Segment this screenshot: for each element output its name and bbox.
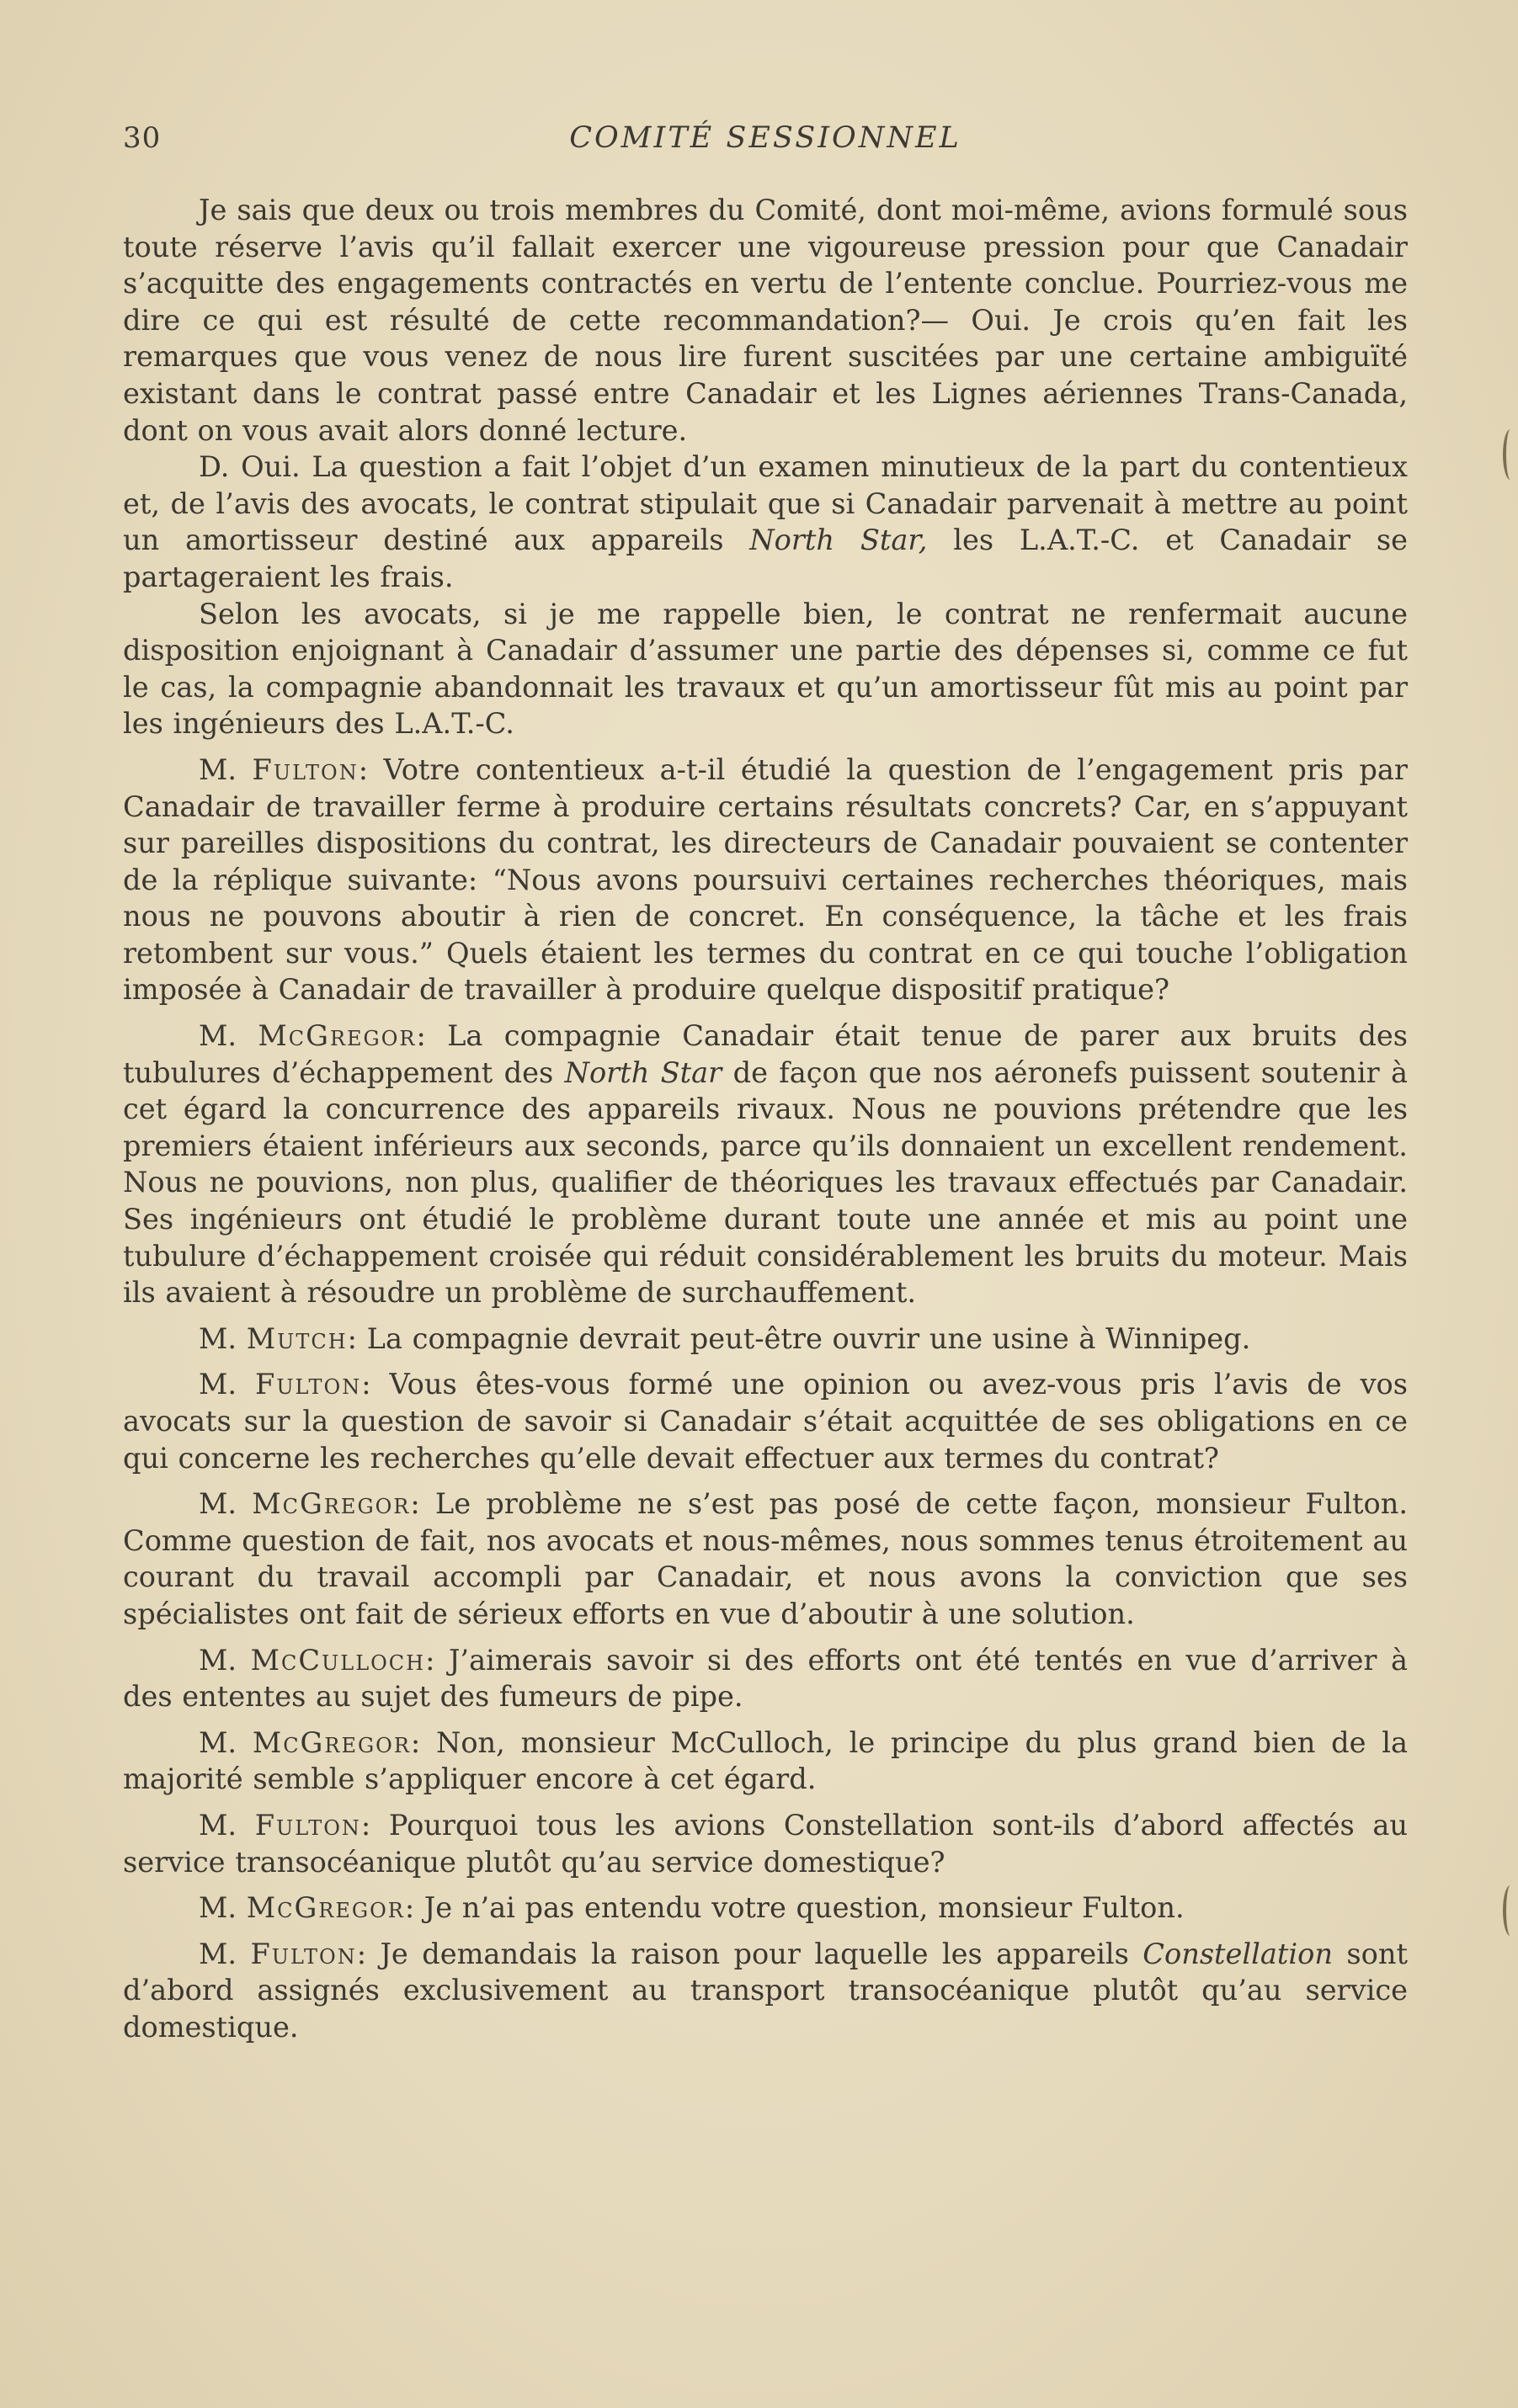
speaker-name: McGregor	[252, 1487, 411, 1521]
speaker-name: McCulloch	[250, 1643, 426, 1677]
page-edge-mark	[1503, 429, 1518, 480]
paragraph	[123, 1018, 1408, 1311]
speaker-name: Mutch	[246, 1321, 348, 1355]
running-head: COMITÉ SESSIONNEL	[569, 121, 961, 155]
paragraph	[123, 192, 1408, 449]
paragraph	[123, 596, 1408, 742]
speaker-name: Fulton	[254, 1808, 361, 1842]
speaker-name: McGregor	[258, 1019, 417, 1053]
paragraph	[123, 1486, 1408, 1632]
paragraph-text: Je sais que deux ou trois membres du Comité, dont moi-même, avions formulé sous toute réserve l’avis qu’il fallait exercer une vigoureuse pression pour que Canadair s’acquitte des engagements contractés en vertu de l’entente conclue. Pourriez-vous me dire ce qui est résulté de cette recommandation?— Oui. Je crois qu’en fait les remarques que vous venez de nous lire furent suscitées par une certaine ambiguïté existant dans le contrat passé entre Canadair et les Lignes aériennes Trans-Canada, dont on vous avait alors donné lecture.	[123, 194, 1408, 447]
paragraph-text: : Vous êtes-vous formé une opinion ou avez-vous pris l’avis de vos avocats sur la question de savoir si Canadair s’était acquittée de ses obligations en ce qui concerne les recherches qu’elle devait effectuer aux termes du contrat?	[123, 1368, 1408, 1475]
paragraph	[123, 1725, 1408, 1798]
paragraph-text: : La compagnie devrait peut-être ouvrir une usine à Winnipeg.	[347, 1321, 1251, 1355]
italic-text: North Star	[564, 1055, 722, 1089]
speaker-name: Fulton	[255, 1368, 362, 1401]
paragraph-text: M.	[199, 1368, 256, 1401]
paragraph-text: sont d’abord assignés exclusivement au transport transocéanique plutôt qu’au service domestique.	[123, 1937, 1408, 2044]
speaker-name: Fulton	[250, 1937, 357, 1970]
paragraph-text: M.	[199, 1808, 255, 1842]
paragraph-text: M.	[199, 1487, 253, 1521]
page-number: 30	[123, 121, 162, 155]
italic-text: Constellation	[1142, 1937, 1333, 1970]
paragraph	[123, 449, 1408, 595]
body-text	[123, 192, 1408, 2046]
paragraph-text: : Je demandais la raison pour laquelle les appareils	[356, 1937, 1143, 1970]
paragraph	[123, 1807, 1408, 1880]
paragraph-text: M.	[199, 1643, 251, 1677]
paragraph	[123, 1642, 1408, 1715]
paragraph-text: M.	[199, 1321, 247, 1355]
paragraph-text: de façon que nos aéronefs puissent soutenir à cet égard la concurrence des appareils rivaux. Nous ne pouvions prétendre que les premiers étaient inférieurs aux seconds, parce qu’ils donnaient un excellent rendement. Nous ne pouvions, non plus, qualifier de théoriques les travaux effectués par Canadair. Ses ingénieurs ont étudié le problème durant toute une année et mis au point une tubulure d’échappement croisée qui réduit considérablement les bruits du moteur. Mais ils avaient à résoudre un problème de surchauffement.	[123, 1055, 1408, 1310]
paragraph	[123, 1321, 1408, 1358]
paragraph-text: M.	[199, 1019, 258, 1053]
paragraph-text: D. Oui. La question a fait l’objet d’un examen minutieux de la part du contentieux et, de l’avis des avocats, le contrat stipulait que si Canadair parvenait à mettre au point un amortisseur destiné aux appareils	[123, 450, 1408, 557]
paragraph-text: : Pourquoi tous les avions Constellation sont-ils d’abord affectés au service transocéanique plutôt qu’au service domestique?	[123, 1808, 1408, 1879]
paragraph-text: Selon les avocats, si je me rappelle bien, le contrat ne renfermait aucune disposition enjoignant à Canadair d’assumer une partie des dépenses si, comme ce fut le cas, la compagnie abandonnait les travaux et qu’un amortisseur fût mis au point par les ingénieurs des L.A.T.-C.	[123, 597, 1408, 741]
paragraph-text: : Votre contentieux a-t-il étudié la question de l’engagement pris par Canadair de travailler ferme à produire certains résultats concrets? Car, en s’appuyant sur pareilles dispositions du contrat, les directeurs de Canadair pouvaient se contenter de la réplique suivante: “Nous avons poursuivi certaines recherches théoriques, mais nous ne pouvons aboutir à rien de concret. En conséquence, la tâche et les frais retombent sur vous.” Quels étaient les termes du contrat en ce qui touche l’obligation imposée à Canadair de travailler à produire quelque dispositif pratique?	[123, 752, 1408, 1007]
paragraph	[123, 752, 1408, 1008]
paragraph	[123, 1936, 1408, 2046]
page-header	[123, 116, 1408, 167]
paragraph-text: M.	[199, 1891, 247, 1925]
page-edge-mark	[1503, 1885, 1518, 1936]
speaker-name: McGregor	[252, 1725, 411, 1759]
paragraph	[123, 1890, 1408, 1927]
paragraph-text: : Je n’ai pas entendu votre question, monsieur Fulton.	[404, 1891, 1185, 1925]
paragraph	[123, 1366, 1408, 1476]
italic-text: North Star,	[749, 524, 928, 557]
paragraph-text: les L.A.T.-C. et Canadair se partageraient les frais.	[123, 524, 1408, 593]
paragraph-text: : La compagnie Canadair était tenue de parer aux bruits des tubulures d’échappement des	[123, 1019, 1408, 1089]
paragraph-text: : Le problème ne s’est pas posé de cette façon, monsieur Fulton. Comme question de fait, nos avocats et nous-mêmes, nous sommes tenus étroitement au courant du travail accompli par Canadair, et nous avons la conviction que ses spécialistes ont fait de sérieux efforts en vue d’aboutir à une solution.	[123, 1487, 1408, 1630]
paragraph-text: : J’aimerais savoir si des efforts ont été tentés en vue d’arriver à des ententes au sujet des fumeurs de pipe.	[123, 1643, 1408, 1714]
speaker-name: Fulton	[252, 752, 359, 786]
paragraph-text: M.	[199, 1937, 251, 1970]
paragraph-text: M.	[199, 1725, 253, 1759]
paragraph-text: : Non, monsieur McCulloch, le principe du plus grand bien de la majorité semble s’appliquer encore à cet égard.	[123, 1725, 1408, 1796]
paragraph-text: M.	[199, 752, 253, 786]
speaker-name: McGregor	[246, 1891, 405, 1925]
